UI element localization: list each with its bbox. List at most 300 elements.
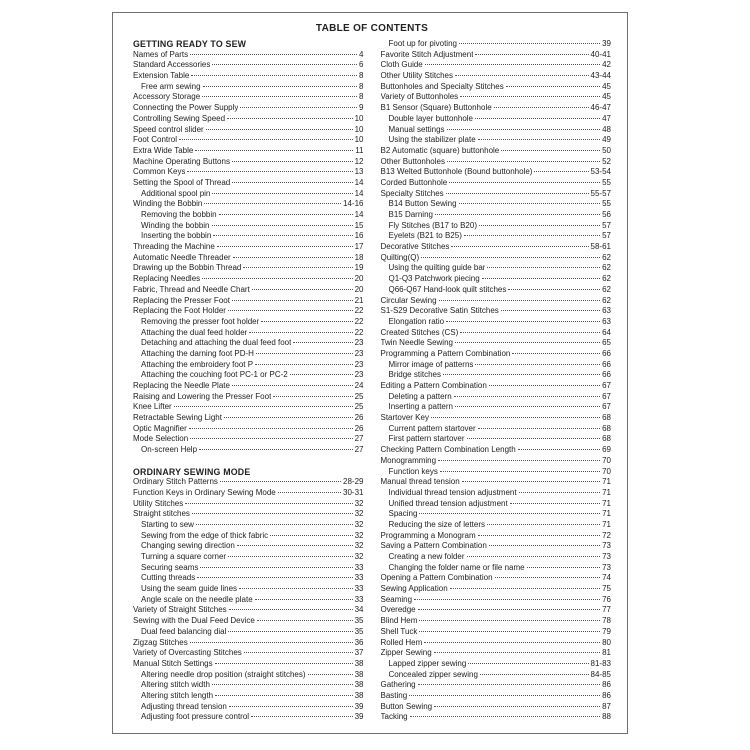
toc-leader-dots xyxy=(446,321,600,322)
toc-entry-label: Manual Stitch Settings xyxy=(133,658,213,668)
toc-entry-label: Inserting a pattern xyxy=(388,402,453,412)
toc-entry-page: 39 xyxy=(354,712,364,722)
toc-entry-page: 74 xyxy=(602,573,611,583)
toc-entry xyxy=(133,263,364,274)
toc-leader-dots xyxy=(464,235,600,236)
toc-leader-dots xyxy=(519,492,601,493)
toc-leader-dots xyxy=(213,235,352,236)
toc-entry-label: Other Utility Stitches xyxy=(380,71,453,81)
toc-leader-dots xyxy=(215,695,353,696)
toc-leader-dots xyxy=(431,417,600,418)
toc-entry xyxy=(133,563,364,574)
toc-leader-dots xyxy=(196,524,353,525)
toc-leader-dots xyxy=(219,214,353,215)
toc-entry-page: 67 xyxy=(602,391,611,401)
toc-entry-page: 57 xyxy=(602,220,611,230)
toc-leader-dots xyxy=(200,567,352,568)
toc-leader-dots xyxy=(251,716,353,717)
toc-leader-dots xyxy=(451,246,588,247)
toc-leader-dots xyxy=(174,406,353,407)
toc-entry xyxy=(381,434,612,445)
toc-entry xyxy=(133,702,364,713)
toc-entry-label: Button Sewing xyxy=(380,701,433,711)
toc-entry-label: Extra Wide Table xyxy=(133,145,194,155)
toc-entry-page: 14-16 xyxy=(343,199,364,209)
toc-entry xyxy=(381,60,612,71)
toc-entry-page: 71 xyxy=(602,487,611,497)
toc-leader-dots xyxy=(508,289,600,290)
toc-leader-dots xyxy=(518,449,600,450)
toc-entry xyxy=(133,712,364,723)
toc-entry xyxy=(133,541,364,552)
toc-leader-dots xyxy=(495,577,601,578)
toc-leader-dots xyxy=(185,503,352,504)
toc-entry-page: 10 xyxy=(354,113,364,123)
toc-entry-page: 42 xyxy=(602,60,611,70)
toc-entry xyxy=(133,434,364,445)
toc-entry-label: Specialty Stitches xyxy=(380,188,444,198)
toc-entry-page: 14 xyxy=(354,188,364,198)
toc-leader-dots xyxy=(249,332,352,333)
toc-entry-page: 10 xyxy=(354,135,364,145)
toc-entry xyxy=(133,691,364,702)
toc-entry xyxy=(133,135,364,146)
toc-entry-label: Retractable Sewing Light xyxy=(133,413,222,423)
toc-entry-page: 58-61 xyxy=(590,242,611,252)
toc-entry-page: 30-31 xyxy=(343,487,364,497)
toc-entry-page: 68 xyxy=(602,423,611,433)
toc-entry-label: Removing the bobbin xyxy=(141,210,217,219)
toc-leader-dots xyxy=(202,278,352,279)
toc-entry xyxy=(381,328,612,339)
toc-entry-label: Twin Needle Sewing xyxy=(380,338,453,348)
toc-entry xyxy=(381,71,612,82)
toc-leader-dots xyxy=(467,438,601,439)
toc-leader-dots xyxy=(179,139,353,140)
toc-leader-dots xyxy=(212,64,357,65)
toc-entry-page: 22 xyxy=(354,316,364,326)
toc-entry xyxy=(133,520,364,531)
toc-entry-label: Replacing the Needle Plate xyxy=(133,381,230,390)
toc-leader-dots xyxy=(228,631,352,632)
toc-leader-dots xyxy=(460,332,600,333)
toc-entry-page: 71 xyxy=(602,509,611,519)
toc-entry-label: Function keys xyxy=(388,466,438,476)
toc-entry xyxy=(381,563,612,574)
toc-entry xyxy=(133,670,364,681)
toc-entry-label: Cloth Guide xyxy=(380,60,423,70)
toc-entry-label: Changing sewing direction xyxy=(141,541,235,551)
toc-entry-page: 53-54 xyxy=(590,167,611,177)
page-title: TABLE OF CONTENTS xyxy=(315,23,429,34)
toc-entry-page: 33 xyxy=(354,573,364,583)
toc-leader-dots xyxy=(512,353,600,354)
toc-entry-label: Controlling Sewing Speed xyxy=(133,113,226,123)
toc-entry-page: 45 xyxy=(602,92,611,102)
toc-entry-page: 79 xyxy=(602,626,611,636)
toc-entry xyxy=(381,199,612,210)
toc-section xyxy=(133,467,364,724)
toc-leader-dots xyxy=(494,107,589,108)
toc-entry-page: 38 xyxy=(354,669,364,679)
toc-leader-dots xyxy=(199,449,353,450)
toc-entry-page: 62 xyxy=(602,284,611,294)
toc-entry-label: Bridge stitches xyxy=(388,370,441,380)
toc-entry-page: 21 xyxy=(354,295,364,305)
toc-entry-page: 80 xyxy=(602,637,611,647)
toc-leader-dots xyxy=(237,545,353,546)
toc-leader-dots xyxy=(462,481,600,482)
toc-entry-page: 17 xyxy=(354,242,364,252)
toc-column-right xyxy=(381,39,612,723)
toc-entry xyxy=(381,456,612,467)
toc-leader-dots xyxy=(190,438,352,439)
toc-entry xyxy=(381,338,612,349)
toc-entry-label: Q66-Q67 Hand-look quilt stitches xyxy=(388,284,507,294)
toc-entry xyxy=(381,349,612,360)
toc-entry-label: Attaching the dual feed holder xyxy=(141,327,248,337)
toc-entry-page: 35 xyxy=(354,626,364,636)
toc-entry-label: Deleting a pattern xyxy=(388,391,452,401)
toc-entry-label: Drawing up the Bobbin Thread xyxy=(133,263,242,273)
toc-entry xyxy=(381,424,612,435)
toc-leader-dots xyxy=(191,75,357,76)
toc-entry-page: 55 xyxy=(602,199,611,209)
toc-entry xyxy=(381,584,612,595)
toc-entry-label: Altering needle drop position (straight stitches) xyxy=(141,669,306,679)
toc-entry-label: Function Keys in Ordinary Sewing Mode xyxy=(133,487,276,497)
toc-entry xyxy=(133,445,364,456)
toc-entry-label: S1-S29 Decorative Satin Stitches xyxy=(380,306,499,316)
toc-entry xyxy=(133,189,364,200)
toc-entry-page: 56 xyxy=(602,210,611,219)
toc-leader-dots xyxy=(232,182,352,183)
toc-entry xyxy=(381,445,612,456)
toc-leader-dots xyxy=(414,599,600,600)
toc-entry-page: 81 xyxy=(602,648,611,658)
toc-entry xyxy=(381,210,612,221)
toc-leader-dots xyxy=(308,674,353,675)
toc-entry-page: 38 xyxy=(354,658,364,668)
toc-leader-dots xyxy=(197,577,352,578)
toc-leader-dots xyxy=(229,609,353,610)
toc-leader-dots xyxy=(467,556,601,557)
toc-leader-dots xyxy=(273,396,352,397)
toc-leader-dots xyxy=(454,396,600,397)
toc-entry-label: Changing the folder name or file name xyxy=(388,562,525,572)
toc-entry-page: 67 xyxy=(602,381,611,390)
toc-entry-page: 81-83 xyxy=(590,658,611,668)
toc-entry-page: 71 xyxy=(602,477,611,487)
toc-entry xyxy=(381,360,612,371)
toc-leader-dots xyxy=(224,417,353,418)
toc-entry-label: Foot up for pivoting xyxy=(388,39,457,48)
toc-entry xyxy=(381,552,612,563)
toc-entry xyxy=(133,114,364,125)
toc-entry-label: Detaching and attaching the dual feed foot xyxy=(141,338,292,348)
toc-leader-dots xyxy=(534,171,588,172)
toc-entry-page: 23 xyxy=(354,370,364,380)
toc-section xyxy=(133,39,364,456)
toc-entry-page: 12 xyxy=(354,156,364,166)
toc-entry-label: Additional spool pin xyxy=(141,188,211,198)
toc-entry xyxy=(133,306,364,317)
toc-entry xyxy=(133,648,364,659)
toc-entry-label: Free arm sewing xyxy=(141,81,201,91)
toc-entry-label: Zigzag Stitches xyxy=(133,637,188,647)
toc-entry-label: Raising and Lowering the Presser Foot xyxy=(133,391,272,401)
toc-leader-dots xyxy=(475,54,588,55)
toc-entry xyxy=(381,595,612,606)
toc-leader-dots xyxy=(187,171,352,172)
toc-leader-dots xyxy=(217,246,353,247)
toc-leader-dots xyxy=(255,599,353,600)
toc-entry-page: 35 xyxy=(354,616,364,626)
toc-entry xyxy=(133,221,364,232)
toc-entry xyxy=(381,627,612,638)
toc-entry-label: Corded Buttonhole xyxy=(380,177,448,187)
toc-entry-label: Names of Parts xyxy=(133,49,189,59)
toc-entry xyxy=(381,680,612,691)
toc-entry-label: Mode Selection xyxy=(133,434,189,444)
toc-entry-label: Starting to sew xyxy=(141,519,194,529)
toc-entry xyxy=(133,199,364,210)
toc-entry xyxy=(133,402,364,413)
toc-entry-label: Blind Hem xyxy=(380,616,418,626)
toc-entry-label: Knee Lifter xyxy=(133,402,172,412)
toc-entry-label: Tacking xyxy=(380,712,408,722)
toc-entry-label: Creating a new folder xyxy=(388,552,465,561)
toc-leader-dots xyxy=(435,214,600,215)
toc-entry-label: Accessory Storage xyxy=(133,92,201,102)
toc-entry-label: Machine Operating Buttons xyxy=(133,156,230,166)
toc-leader-dots xyxy=(212,193,352,194)
toc-leader-dots xyxy=(233,257,353,258)
toc-entry xyxy=(133,680,364,691)
toc-entry-page: 40-41 xyxy=(590,49,611,59)
toc-entry-label: Using the stabilizer plate xyxy=(388,135,476,145)
toc-entry xyxy=(381,146,612,157)
toc-leader-dots xyxy=(478,428,600,429)
toc-entry-label: Spacing xyxy=(388,509,418,519)
toc-entry-page: 50 xyxy=(602,145,611,155)
manual-toc-page xyxy=(112,12,628,734)
toc-entry xyxy=(381,702,612,713)
toc-entry xyxy=(133,210,364,221)
toc-entry-page: 39 xyxy=(602,39,611,48)
toc-leader-dots xyxy=(443,374,600,375)
toc-leader-dots xyxy=(227,118,353,119)
toc-entry-page: 48 xyxy=(602,124,611,134)
toc-entry-page: 75 xyxy=(602,584,611,594)
toc-entry-page: 11 xyxy=(355,145,364,155)
toc-entry-label: Saving a Pattern Combination xyxy=(380,541,487,551)
toc-entry xyxy=(381,402,612,413)
toc-entry xyxy=(133,595,364,606)
toc-entry-label: On-screen Help xyxy=(141,445,198,455)
toc-entry-page: 34 xyxy=(354,605,364,615)
toc-entry-label: Adjusting foot pressure control xyxy=(141,712,250,722)
toc-entry-label: Removing the presser foot holder xyxy=(141,316,260,326)
toc-entry-page: 13 xyxy=(354,167,364,177)
toc-entry-page: 62 xyxy=(602,274,611,284)
toc-entry-page: 23 xyxy=(354,348,364,358)
toc-entry xyxy=(381,253,612,264)
toc-entry-page: 26 xyxy=(354,423,364,433)
toc-entry-page: 9 xyxy=(359,103,364,113)
toc-leader-dots xyxy=(243,267,352,268)
toc-entry-page: 8 xyxy=(359,81,364,91)
toc-entry-page: 28-29 xyxy=(343,477,364,487)
toc-section xyxy=(381,39,612,723)
toc-entry-label: Editing a Pattern Combination xyxy=(380,381,487,390)
toc-entry-label: Favorite Stitch Adjustment xyxy=(380,49,474,59)
toc-entry-label: Gathering xyxy=(380,680,416,690)
toc-entry-page: 57 xyxy=(602,231,611,241)
toc-entry xyxy=(133,274,364,285)
toc-entry xyxy=(133,338,364,349)
toc-entry-label: Created Stitches (CS) xyxy=(380,327,459,337)
toc-entry xyxy=(381,616,612,627)
toc-leader-dots xyxy=(425,64,600,65)
toc-entry-label: Replacing the Presser Foot xyxy=(133,295,230,305)
toc-entry xyxy=(381,541,612,552)
toc-entry-page: 22 xyxy=(354,306,364,316)
toc-leader-dots xyxy=(270,535,352,536)
toc-entry-label: Threading the Machine xyxy=(133,242,215,252)
toc-leader-dots xyxy=(418,609,600,610)
toc-entry xyxy=(133,573,364,584)
toc-entry-label: Sewing with the Dual Feed Device xyxy=(133,616,255,626)
toc-entry-label: Using the seam guide lines xyxy=(141,584,238,594)
toc-entry-page: 66 xyxy=(602,370,611,380)
toc-entry-label: Fly Stitches (B17 to B20) xyxy=(388,220,477,230)
toc-entry-label: Securing seams xyxy=(141,562,199,572)
toc-entry-page: 26 xyxy=(354,413,364,423)
toc-leader-dots xyxy=(192,513,353,514)
toc-leader-dots xyxy=(278,492,341,493)
toc-entry-label: Utility Stitches xyxy=(133,498,184,508)
toc-leader-dots xyxy=(195,150,353,151)
toc-entry xyxy=(381,50,612,61)
toc-entry-label: Speed control slider xyxy=(133,124,204,134)
toc-entry-label: Checking Pattern Combination Length xyxy=(380,445,516,455)
toc-entry xyxy=(133,488,364,499)
toc-entry-label: Common Keys xyxy=(133,167,186,177)
toc-entry xyxy=(133,531,364,542)
toc-leader-dots xyxy=(487,267,600,268)
toc-leader-dots xyxy=(487,524,600,525)
toc-entry xyxy=(381,92,612,103)
toc-entry-page: 55 xyxy=(602,177,611,187)
toc-entry-page: 16 xyxy=(354,231,364,241)
toc-leader-dots xyxy=(440,471,600,472)
toc-entry-label: Automatic Needle Threader xyxy=(133,252,231,262)
toc-entry xyxy=(381,296,612,307)
toc-entry-page: 25 xyxy=(354,391,364,401)
toc-entry-page: 73 xyxy=(602,541,611,551)
toc-entry xyxy=(133,242,364,253)
toc-entry-page: 36 xyxy=(354,637,364,647)
toc-entry-label: Winding the bobbin xyxy=(141,220,210,230)
toc-section-heading: GETTING READY TO SEW xyxy=(133,39,247,49)
toc-entry-label: Current pattern startover xyxy=(388,423,476,433)
toc-entry xyxy=(133,231,364,242)
toc-entry xyxy=(381,82,612,93)
toc-entry-label: Replacing the Foot Holder xyxy=(133,306,226,316)
toc-entry-page: 37 xyxy=(354,648,364,658)
toc-entry-page: 43-44 xyxy=(590,71,611,81)
toc-leader-dots xyxy=(190,642,353,643)
toc-entry-label: Attaching the darning foot PD-H xyxy=(141,348,254,358)
toc-entry-page: 38 xyxy=(354,680,364,690)
toc-entry xyxy=(133,167,364,178)
toc-leader-dots xyxy=(450,588,600,589)
toc-leader-dots xyxy=(202,96,357,97)
toc-leader-dots xyxy=(212,684,353,685)
toc-leader-dots xyxy=(293,342,352,343)
toc-entry-page: 32 xyxy=(354,498,364,508)
toc-entry xyxy=(133,509,364,520)
toc-entry-page: 20 xyxy=(354,274,364,284)
toc-entry-label: Adjusting thread tension xyxy=(141,701,227,711)
toc-leader-dots xyxy=(468,663,588,664)
toc-entry-page: 10 xyxy=(354,124,364,134)
toc-entry xyxy=(133,103,364,114)
toc-entry-label: Manual thread tension xyxy=(380,477,460,487)
toc-entry xyxy=(381,381,612,392)
toc-entry xyxy=(381,263,612,274)
toc-entry-label: Sewing Application xyxy=(380,584,448,594)
toc-entry-page: 18 xyxy=(354,252,364,262)
toc-entry xyxy=(133,296,364,307)
toc-entry xyxy=(381,39,612,50)
toc-entry-page: 55-57 xyxy=(590,188,611,198)
toc-entry-label: Eyelets (B21 to B25) xyxy=(388,231,462,241)
toc-entry xyxy=(133,349,364,360)
toc-leader-dots xyxy=(424,642,600,643)
toc-entry xyxy=(381,306,612,317)
toc-leader-dots xyxy=(290,374,353,375)
toc-entry-page: 63 xyxy=(602,316,611,326)
toc-entry-label: Sewing from the edge of thick fabric xyxy=(141,530,269,540)
toc-entry-label: Winding the Bobbin xyxy=(133,199,203,209)
toc-entry xyxy=(381,531,612,542)
toc-entry-page: 32 xyxy=(354,509,364,519)
toc-entry-page: 22 xyxy=(354,327,364,337)
toc-entry-page: 68 xyxy=(602,434,611,444)
toc-leader-dots xyxy=(212,225,353,226)
toc-leader-dots xyxy=(478,139,600,140)
toc-entry-page: 84-85 xyxy=(590,669,611,679)
toc-entry-label: Dual feed balancing dial xyxy=(141,626,227,636)
toc-entry-label: Inserting the bobbin xyxy=(141,231,212,241)
toc-entry xyxy=(133,381,364,392)
toc-leader-dots xyxy=(203,86,357,87)
toc-leader-dots xyxy=(421,257,600,258)
toc-entry-label: Using the quilting guide bar xyxy=(388,263,486,273)
toc-leader-dots xyxy=(228,310,353,311)
toc-entry-page: 86 xyxy=(602,680,611,690)
toc-entry xyxy=(381,167,612,178)
toc-entry-page: 6 xyxy=(359,60,364,70)
toc-entry-page: 27 xyxy=(354,445,364,455)
toc-entry xyxy=(381,477,612,488)
toc-entry-page: 33 xyxy=(354,562,364,572)
toc-entry-page: 24 xyxy=(354,381,364,390)
toc-entry-label: Mirror image of patterns xyxy=(388,359,474,369)
toc-entry-page: 19 xyxy=(354,263,364,273)
